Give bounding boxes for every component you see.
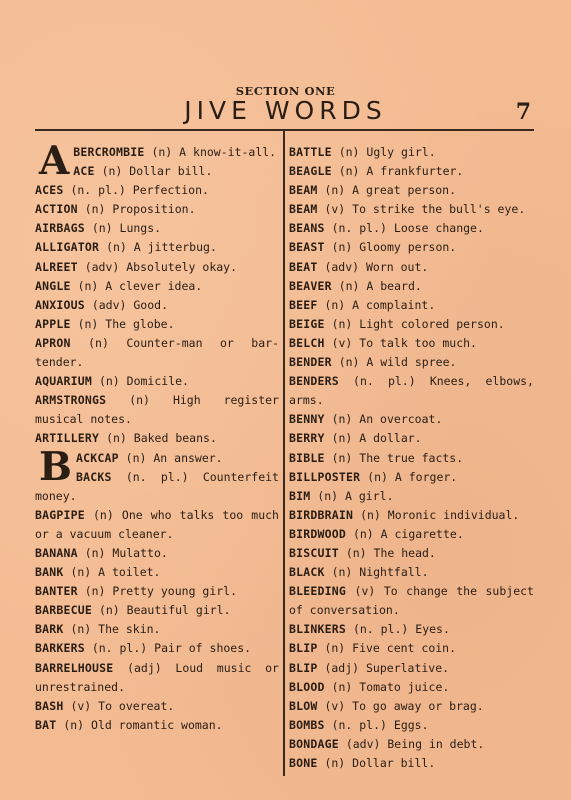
entry-definition: A know-it-all. (179, 145, 277, 159)
entry-word: BAT (35, 717, 57, 732)
glossary-entry (289, 697, 534, 716)
entry-word: BEAVER (289, 278, 332, 293)
entry-definition: Loud music or unrestrained. (35, 660, 279, 694)
entry-part-of-speech: (n) (84, 545, 106, 560)
entry-definition: An answer. (153, 450, 223, 465)
entry-part-of-speech: (n) (331, 240, 353, 255)
glossary-entry (289, 353, 534, 372)
entry-word: BEEF (289, 297, 318, 312)
entry-definition: The globe. (105, 316, 175, 331)
entry-definition: Eggs. (393, 717, 429, 732)
entry-definition: One who talks too much or a vacuum cleaner. (35, 507, 279, 541)
glossary-entry (289, 468, 534, 487)
entry-definition: A great person. (352, 183, 457, 198)
entry-definition: Ugly girl. (366, 145, 436, 159)
glossary-entry (35, 334, 279, 372)
entry-definition: Pretty young girl. (112, 584, 238, 599)
glossary-entry (289, 544, 534, 563)
entry-definition: Perfection. (132, 183, 209, 198)
entry-part-of-speech: (n) (98, 374, 120, 389)
entry-word: BONE (289, 756, 318, 770)
entry-definition: A wild spree. (366, 355, 457, 370)
entry-definition: A girl. (345, 488, 394, 503)
entry-word: ANXIOUS (35, 297, 85, 312)
glossary-entry (289, 735, 534, 754)
entry-word: BLOOD (289, 679, 325, 694)
glossary-entry (289, 659, 534, 678)
entry-word: BONDAGE (289, 736, 339, 751)
entry-definition: To strike the bull's eye. (352, 202, 526, 217)
entry-part-of-speech: (n) (98, 603, 120, 618)
entry-word: BLOW (289, 698, 318, 713)
glossary-entry (35, 697, 279, 716)
entry-part-of-speech: (n) (331, 565, 353, 580)
entry-word: BEAM (289, 183, 318, 198)
entry-definition: Domicile. (126, 374, 189, 389)
glossary-entry (35, 620, 279, 639)
entry-word: ACE (73, 164, 95, 179)
glossary-entry (289, 219, 534, 238)
entry-word: BEANS (289, 221, 325, 236)
entry-definition: Old romantic woman. (91, 717, 223, 732)
glossary-entry (289, 716, 534, 735)
entry-part-of-speech: (n) (367, 469, 388, 484)
entry-word: BANANA (35, 545, 78, 560)
entry-word: BEIGE (289, 316, 325, 331)
drop-cap: A (39, 138, 70, 184)
entry-word: AQUARIUM (35, 374, 92, 389)
entry-part-of-speech: (n. pl.) (331, 221, 387, 236)
glossary-entry (35, 258, 279, 277)
entry-part-of-speech: (adv) (84, 259, 120, 274)
entry-definition: Light colored person. (359, 316, 505, 331)
entry-word: BOMBS (289, 717, 325, 732)
entry-definition: Gloomy person. (359, 240, 457, 255)
entry-word: ARMSTRONGS (35, 393, 107, 408)
entry-definition: Dollar bill. (352, 756, 436, 770)
glossary-entry (289, 372, 534, 410)
entry-word: BEAT (289, 259, 318, 274)
entry-word: BASH (35, 698, 64, 713)
glossary-entry (289, 258, 534, 277)
entry-part-of-speech: (v) (324, 698, 346, 713)
entry-word: ACKCAP (75, 450, 119, 465)
entry-part-of-speech: (n) (70, 565, 92, 580)
entry-word: APPLE (35, 316, 71, 331)
glossary-entry (35, 315, 279, 334)
entry-word: BANTER (35, 584, 78, 599)
entry-definition: Eyes. (415, 622, 450, 637)
entry-word: BLACK (289, 565, 325, 580)
glossary-entry (35, 238, 279, 257)
entry-word: BIRDBRAIN (289, 507, 354, 522)
entry-definition: Counterfeit money. (35, 469, 279, 503)
entry-part-of-speech: (n) (324, 756, 346, 770)
glossary-entry (289, 238, 534, 257)
entry-definition: Being in debt. (387, 736, 485, 751)
entry-part-of-speech: (n. pl.) (353, 374, 416, 389)
entry-word: BERRY (289, 431, 325, 446)
entry-part-of-speech: (n. pl.) (331, 717, 387, 732)
glossary-entry (35, 200, 279, 219)
glossary-entry (289, 563, 534, 582)
page-number: 7 (515, 99, 531, 125)
entry-word: BELCH (289, 335, 325, 350)
entry-word: BEAST (289, 240, 325, 255)
glossary-entry (35, 277, 279, 296)
glossary-entry (289, 525, 534, 544)
entry-part-of-speech: (n) (129, 393, 150, 408)
entry-definition: A jitterbug. (133, 240, 217, 255)
entry-part-of-speech: (n) (101, 164, 123, 179)
entry-word: BILLPOSTER (289, 469, 361, 484)
left-column (35, 138, 279, 735)
entry-word: BIRDWOOD (289, 526, 346, 541)
entry-part-of-speech: (v) (70, 698, 92, 713)
entry-definition: To overeat. (98, 698, 175, 713)
glossary-entry (35, 563, 279, 582)
entry-word: BARKERS (35, 641, 85, 656)
glossary-entry (289, 143, 534, 162)
glossary-entry (35, 219, 279, 238)
entry-definition: Proposition. (112, 202, 196, 217)
entry-word: BLEEDING (289, 584, 346, 599)
entry-word: BARRELHOUSE (35, 660, 114, 675)
entry-word: ACTION (35, 202, 78, 217)
entry-definition: Good. (133, 297, 168, 312)
entry-part-of-speech: (v) (331, 335, 353, 350)
entry-part-of-speech: (n) (345, 545, 367, 560)
entry-word: AIRBAGS (35, 221, 85, 236)
entry-word: BERCROMBIE (73, 145, 145, 159)
entry-definition: The true facts. (359, 450, 464, 465)
entry-part-of-speech: (n) (331, 316, 353, 331)
entry-definition: Five cent coin. (352, 641, 457, 656)
entry-definition: A clever idea. (105, 278, 203, 293)
glossary-entry (289, 410, 534, 429)
glossary-entry (289, 200, 534, 219)
entry-word: BACKS (75, 469, 112, 484)
entry-word: BENDERS (289, 374, 339, 389)
entry-part-of-speech: (n) (84, 202, 106, 217)
entry-definition: Dollar bill. (129, 164, 213, 179)
glossary-entry (35, 582, 279, 601)
entry-part-of-speech: (n. pl.) (91, 641, 148, 656)
entry-part-of-speech: (n. pl.) (70, 183, 126, 198)
entry-definition: A toilet. (98, 565, 161, 580)
entry-definition: Beautiful girl. (126, 603, 231, 618)
entry-definition: Knees, elbows, arms. (289, 374, 534, 408)
entry-part-of-speech: (n) (324, 297, 346, 312)
drop-cap: B (39, 443, 72, 490)
entry-word: BAGPIPE (35, 507, 85, 522)
glossary-entry (35, 162, 279, 181)
section-title: JIVE WORDS (184, 96, 387, 125)
entry-part-of-speech: (n) (125, 450, 147, 465)
entry-part-of-speech: (n) (324, 641, 346, 656)
entry-part-of-speech: (n) (63, 717, 85, 732)
entry-word: BENDER (289, 355, 332, 370)
glossary-entry (289, 620, 534, 639)
entry-definition: To change the subject of conversation. (289, 584, 534, 618)
entry-definition: The head. (373, 545, 436, 560)
entry-word: BEAGLE (289, 164, 332, 179)
glossary-entry (35, 181, 279, 200)
entry-word: BARK (35, 622, 64, 637)
glossary-entry (289, 429, 534, 448)
entry-part-of-speech: (adj) (324, 660, 360, 675)
glossary-entry (35, 429, 279, 448)
entry-definition: A forger. (394, 469, 458, 484)
entry-part-of-speech: (n) (331, 450, 353, 465)
entry-part-of-speech: (n) (88, 335, 109, 350)
entry-definition: A complaint. (352, 297, 436, 312)
entry-part-of-speech: (n. pl.) (352, 622, 409, 637)
entry-part-of-speech: (n) (338, 164, 360, 179)
entry-word: BLIP (289, 641, 318, 656)
entry-definition: Nightfall. (359, 565, 429, 580)
glossary-entry (289, 506, 534, 525)
entry-part-of-speech: (n) (317, 488, 339, 503)
entry-part-of-speech: (n) (91, 221, 113, 236)
entry-definition: Tomato juice. (359, 679, 450, 694)
glossary-entry (289, 582, 534, 620)
entry-part-of-speech: (v) (354, 584, 376, 599)
entry-definition: Absolutely okay. (126, 259, 238, 274)
glossary-entry (35, 716, 279, 735)
entry-part-of-speech: (n) (84, 584, 106, 599)
entry-definition: Lungs. (119, 221, 162, 236)
glossary-entry (35, 372, 279, 391)
entry-part-of-speech: (n) (331, 412, 353, 427)
entry-definition: Loose change. (393, 221, 484, 236)
glossary-entry (289, 639, 534, 658)
entry-part-of-speech: (n) (331, 679, 353, 694)
entry-definition: A beard. (366, 278, 422, 293)
entry-part-of-speech: (adv) (345, 736, 381, 751)
entry-part-of-speech: (n) (106, 240, 127, 255)
glossary-entry (35, 659, 279, 697)
entry-part-of-speech: (n) (70, 622, 92, 637)
entry-word: ACES (35, 183, 64, 198)
entry-word: ARTILLERY (35, 431, 100, 446)
entry-definition: A frankfurter. (366, 164, 464, 179)
entry-definition: To talk too much. (359, 335, 477, 350)
entry-word: BARBECUE (35, 603, 92, 618)
entry-part-of-speech: (n) (338, 145, 360, 159)
entry-part-of-speech: (n) (93, 507, 114, 522)
entry-word: BANK (35, 565, 64, 580)
entry-word: ANGLE (35, 278, 71, 293)
glossary-entry (35, 296, 279, 315)
entry-part-of-speech: (n) (77, 278, 99, 293)
entry-word: BENNY (289, 412, 325, 427)
entry-definition: A dollar. (359, 431, 422, 446)
entry-word: BIM (289, 488, 311, 503)
entry-part-of-speech: (n) (106, 431, 127, 446)
entry-part-of-speech: (n) (360, 507, 381, 522)
entry-definition: Worn out. (366, 259, 429, 274)
glossary-entry (35, 391, 279, 429)
entry-definition: Pair of shoes. (154, 641, 252, 656)
glossary-entry (289, 334, 534, 353)
entry-part-of-speech: (n) (324, 183, 346, 198)
entry-part-of-speech: (adj) (127, 660, 162, 675)
glossary-entry (35, 544, 279, 563)
header-rule (35, 129, 534, 131)
entry-definition: Mulatto. (112, 545, 168, 560)
entry-part-of-speech: (v) (324, 202, 346, 217)
right-column (289, 143, 534, 773)
entry-word: BISCUIT (289, 545, 339, 560)
entry-word: BEAM (289, 202, 318, 217)
glossary-entry (289, 296, 534, 315)
entry-word: BATTLE (289, 145, 332, 159)
entry-part-of-speech: (n) (151, 145, 173, 159)
entry-word: APRON (35, 335, 71, 350)
entry-definition: Baked beans. (133, 431, 217, 446)
glossary-entry (289, 277, 534, 296)
entry-word: ALREET (35, 259, 78, 274)
entry-definition: High register musical notes. (35, 393, 279, 427)
glossary-entry (289, 162, 534, 181)
entry-definition: An overcoat. (359, 412, 443, 427)
glossary-entry (289, 315, 534, 334)
entry-part-of-speech: (adv) (324, 259, 360, 274)
entry-part-of-speech: (n) (338, 355, 360, 370)
entry-definition: Superlative. (366, 660, 450, 675)
entry-part-of-speech: (n) (352, 526, 374, 541)
glossary-entry (35, 506, 279, 544)
entry-word: BIBLE (289, 450, 325, 465)
glossary-entry (289, 754, 534, 773)
entry-part-of-speech: (n. pl.) (125, 469, 189, 484)
glossary-entry (289, 181, 534, 200)
entry-definition: Counter-man or bar-tender. (35, 335, 279, 370)
glossary-entry (289, 678, 534, 697)
entry-definition: Moronic individual. (387, 507, 520, 522)
entry-part-of-speech: (adv) (91, 297, 127, 312)
section-label: SECTION ONE (235, 84, 336, 98)
glossary-entry (289, 449, 534, 468)
entry-word: BLINKERS (289, 622, 346, 637)
column-divider (283, 131, 285, 776)
entry-part-of-speech: (n) (338, 278, 360, 293)
entry-definition: A cigarette. (380, 526, 464, 541)
entry-word: ALLIGATOR (35, 240, 100, 255)
entry-definition: To go away or brag. (352, 698, 484, 713)
entry-part-of-speech: (n) (77, 316, 99, 331)
glossary-entry (35, 601, 279, 620)
entry-part-of-speech: (n) (331, 431, 353, 446)
glossary-entry (289, 487, 534, 506)
entry-definition: The skin. (98, 622, 161, 637)
entry-word: BLIP (289, 660, 318, 675)
glossary-entry (35, 639, 279, 658)
